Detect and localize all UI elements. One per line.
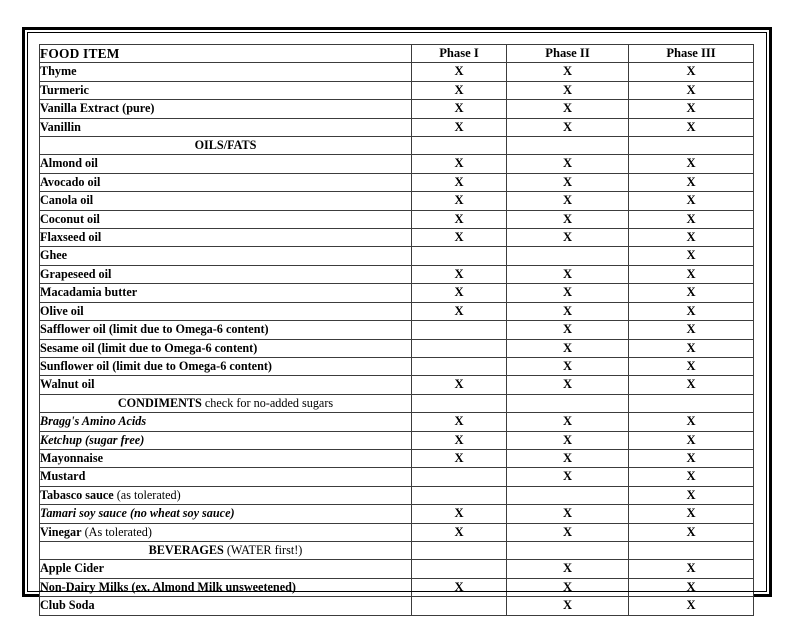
column-header-phase-2: Phase II (507, 45, 629, 63)
phase-3-mark: X (629, 118, 754, 136)
label-primary: Vanillin (40, 119, 81, 134)
phase-3-mark: X (629, 431, 754, 449)
food-phase-table (39, 44, 754, 616)
food-item-label (40, 597, 412, 615)
label-primary: Sesame oil (limit due to Omega-6 content) (40, 340, 258, 355)
label-primary: Club Soda (40, 598, 95, 613)
label-primary: Ketchup (sugar free) (40, 432, 145, 447)
food-item-label (40, 486, 412, 504)
food-item-label (40, 284, 412, 302)
phase-3-mark: X (629, 523, 754, 541)
label-primary: Canola oil (40, 193, 94, 208)
phase-3-mark: X (629, 173, 754, 191)
phase-2-mark: X (507, 265, 629, 283)
phase-3-mark: X (629, 100, 754, 118)
phase-1-mark: X (412, 431, 507, 449)
phase-3-mark: X (629, 449, 754, 467)
label-primary: Non-Dairy Milks (ex. Almond Milk unsweetened) (40, 579, 296, 594)
label-primary: Almond oil (40, 156, 98, 171)
phase-1-mark: X (412, 449, 507, 467)
phase-3-mark: X (629, 284, 754, 302)
food-item-label (40, 173, 412, 191)
food-item-label (40, 229, 412, 247)
phase-3-mark: X (629, 229, 754, 247)
phase-2-mark: X (507, 431, 629, 449)
label-qualifier: (As tolerated) (81, 524, 152, 539)
phase-2-mark: X (507, 155, 629, 173)
phase-1-mark (412, 486, 507, 504)
phase-2-mark: X (507, 578, 629, 596)
table-body (40, 45, 754, 616)
phase-3-mark: X (629, 321, 754, 339)
column-header-phase-1: Phase I (412, 45, 507, 63)
table-row (40, 560, 754, 578)
table-row (40, 523, 754, 541)
food-item-label (40, 302, 412, 320)
phase-3-mark: X (629, 357, 754, 375)
food-item-label (40, 339, 412, 357)
table-row (40, 247, 754, 265)
phase-1-mark: X (412, 376, 507, 394)
label-primary: Olive oil (40, 303, 84, 318)
phase-3-mark: X (629, 468, 754, 486)
table-row (40, 100, 754, 118)
label-primary: Tamari soy sauce (no wheat soy sauce) (40, 506, 235, 521)
table-row (40, 265, 754, 283)
food-item-label (40, 192, 412, 210)
food-item-label (40, 100, 412, 118)
phase-1-mark: X (412, 81, 507, 99)
phase-1-mark: X (412, 578, 507, 596)
phase-2-mark: X (507, 505, 629, 523)
label-primary: CONDIMENTS (117, 395, 202, 410)
food-item-label (40, 247, 412, 265)
table-row (40, 339, 754, 357)
phase-3-mark: X (629, 302, 754, 320)
table-row (40, 173, 754, 191)
table-row (40, 505, 754, 523)
table-row (40, 155, 754, 173)
phase-1-mark (412, 247, 507, 265)
label-primary: OILS/FATS (194, 138, 257, 153)
phase-2-mark: X (507, 173, 629, 191)
phase-1-mark: X (412, 284, 507, 302)
column-header-food-item: FOOD ITEM (40, 45, 412, 63)
phase-2-mark: X (507, 321, 629, 339)
column-header-phase-3: Phase III (629, 45, 754, 63)
section-label (40, 394, 412, 412)
table-header-row (40, 45, 754, 63)
label-primary: Macadamia butter (40, 285, 138, 300)
food-item-label (40, 578, 412, 596)
phase-1-mark (412, 468, 507, 486)
phase-1-mark: X (412, 173, 507, 191)
table-row (40, 486, 754, 504)
food-item-label (40, 523, 412, 541)
phase-3-mark: X (629, 505, 754, 523)
phase-1-mark: X (412, 523, 507, 541)
phase-1-mark: X (412, 302, 507, 320)
table-row (40, 431, 754, 449)
phase-1-mark: X (412, 229, 507, 247)
phase-1-mark: X (412, 210, 507, 228)
label-primary: Safflower oil (limit due to Omega-6 content) (40, 322, 269, 337)
food-item-label (40, 431, 412, 449)
phase-1-mark (412, 321, 507, 339)
phase-1-mark: X (412, 505, 507, 523)
phase-3-mark: X (629, 81, 754, 99)
phase-1-mark (412, 357, 507, 375)
food-item-label (40, 468, 412, 486)
food-item-label (40, 321, 412, 339)
phase-2-mark: X (507, 339, 629, 357)
table-row (40, 302, 754, 320)
phase-1-mark: X (412, 63, 507, 81)
food-item-label (40, 118, 412, 136)
phase-3-mark: X (629, 376, 754, 394)
label-primary: Ghee (40, 248, 68, 263)
label-primary: Bragg's Amino Acids (40, 414, 147, 429)
food-item-label (40, 560, 412, 578)
label-primary: Vanilla Extract (pure) (40, 101, 155, 116)
phase-2-mark: X (507, 468, 629, 486)
phase-2-mark: X (507, 560, 629, 578)
phase-2-mark (507, 247, 629, 265)
table-row (40, 413, 754, 431)
label-primary: BEVERAGES (148, 542, 224, 557)
section-header-row (40, 394, 754, 412)
phase-2-mark: X (507, 357, 629, 375)
table-row (40, 284, 754, 302)
phase-2-mark: X (507, 118, 629, 136)
section-header-row (40, 541, 754, 559)
label-primary: Sunflower oil (limit due to Omega-6 content) (40, 358, 272, 373)
phase-1-mark (412, 339, 507, 357)
food-item-label (40, 265, 412, 283)
phase-3-mark: X (629, 247, 754, 265)
food-item-label (40, 376, 412, 394)
phase-1-mark: X (412, 192, 507, 210)
page-border (22, 27, 772, 613)
phase-3-mark: X (629, 265, 754, 283)
phase-3-mark: X (629, 63, 754, 81)
phase-3-mark: X (629, 339, 754, 357)
section-header-row (40, 137, 754, 155)
phase-1-mark (412, 560, 507, 578)
phase-2-mark: X (507, 63, 629, 81)
phase-3-mark: X (629, 578, 754, 596)
label-primary: Grapeseed oil (40, 266, 112, 281)
table-row (40, 229, 754, 247)
phase-3-mark: X (629, 155, 754, 173)
table-row (40, 81, 754, 99)
phase-1-mark (412, 137, 507, 155)
food-item-label (40, 210, 412, 228)
phase-2-mark: X (507, 302, 629, 320)
label-primary: Thyme (40, 64, 77, 79)
label-primary: Mayonnaise (40, 450, 103, 465)
phase-2-mark (507, 541, 629, 559)
label-primary: Turmeric (40, 82, 89, 97)
section-label (40, 137, 412, 155)
phase-1-mark (412, 394, 507, 412)
table-row (40, 357, 754, 375)
phase-1-mark (412, 597, 507, 615)
phase-1-mark: X (412, 413, 507, 431)
label-primary: Coconut oil (40, 211, 100, 226)
label-primary: Tabasco sauce (40, 487, 114, 502)
phase-2-mark (507, 394, 629, 412)
phase-2-mark: X (507, 229, 629, 247)
label-qualifier: check for no-added sugars (201, 395, 334, 410)
phase-2-mark: X (507, 81, 629, 99)
label-primary: Avocado oil (40, 174, 101, 189)
phase-3-mark (629, 541, 754, 559)
phase-3-mark (629, 394, 754, 412)
label-primary: Mustard (40, 469, 86, 484)
label-qualifier: (WATER first!) (223, 542, 303, 557)
table-row (40, 210, 754, 228)
label-primary: Apple Cider (40, 561, 104, 576)
phase-1-mark: X (412, 118, 507, 136)
food-item-label (40, 413, 412, 431)
food-item-label (40, 81, 412, 99)
phase-3-mark: X (629, 210, 754, 228)
phase-3-mark: X (629, 597, 754, 615)
phase-1-mark: X (412, 265, 507, 283)
table-row (40, 578, 754, 596)
label-primary: Walnut oil (40, 377, 95, 392)
phase-1-mark: X (412, 155, 507, 173)
phase-2-mark (507, 486, 629, 504)
food-item-label (40, 357, 412, 375)
phase-2-mark: X (507, 100, 629, 118)
food-item-label (40, 155, 412, 173)
label-qualifier: (as tolerated) (113, 487, 181, 502)
table-row (40, 321, 754, 339)
table-row (40, 468, 754, 486)
food-item-label (40, 505, 412, 523)
phase-2-mark: X (507, 413, 629, 431)
phase-3-mark: X (629, 486, 754, 504)
food-item-label (40, 449, 412, 467)
phase-2-mark: X (507, 192, 629, 210)
phase-2-mark: X (507, 597, 629, 615)
table-row (40, 597, 754, 615)
table-row (40, 376, 754, 394)
phase-1-mark: X (412, 100, 507, 118)
table-row (40, 449, 754, 467)
food-item-label (40, 63, 412, 81)
phase-2-mark (507, 137, 629, 155)
table-row (40, 192, 754, 210)
phase-2-mark: X (507, 376, 629, 394)
phase-3-mark: X (629, 192, 754, 210)
phase-2-mark: X (507, 449, 629, 467)
label-primary: Flaxseed oil (40, 230, 102, 245)
phase-2-mark: X (507, 210, 629, 228)
phase-2-mark: X (507, 284, 629, 302)
phase-3-mark (629, 137, 754, 155)
section-label (40, 541, 412, 559)
table-row (40, 118, 754, 136)
phase-3-mark: X (629, 413, 754, 431)
phase-3-mark: X (629, 560, 754, 578)
phase-2-mark: X (507, 523, 629, 541)
table-row (40, 63, 754, 81)
label-primary: Vinegar (40, 524, 82, 539)
phase-1-mark (412, 541, 507, 559)
